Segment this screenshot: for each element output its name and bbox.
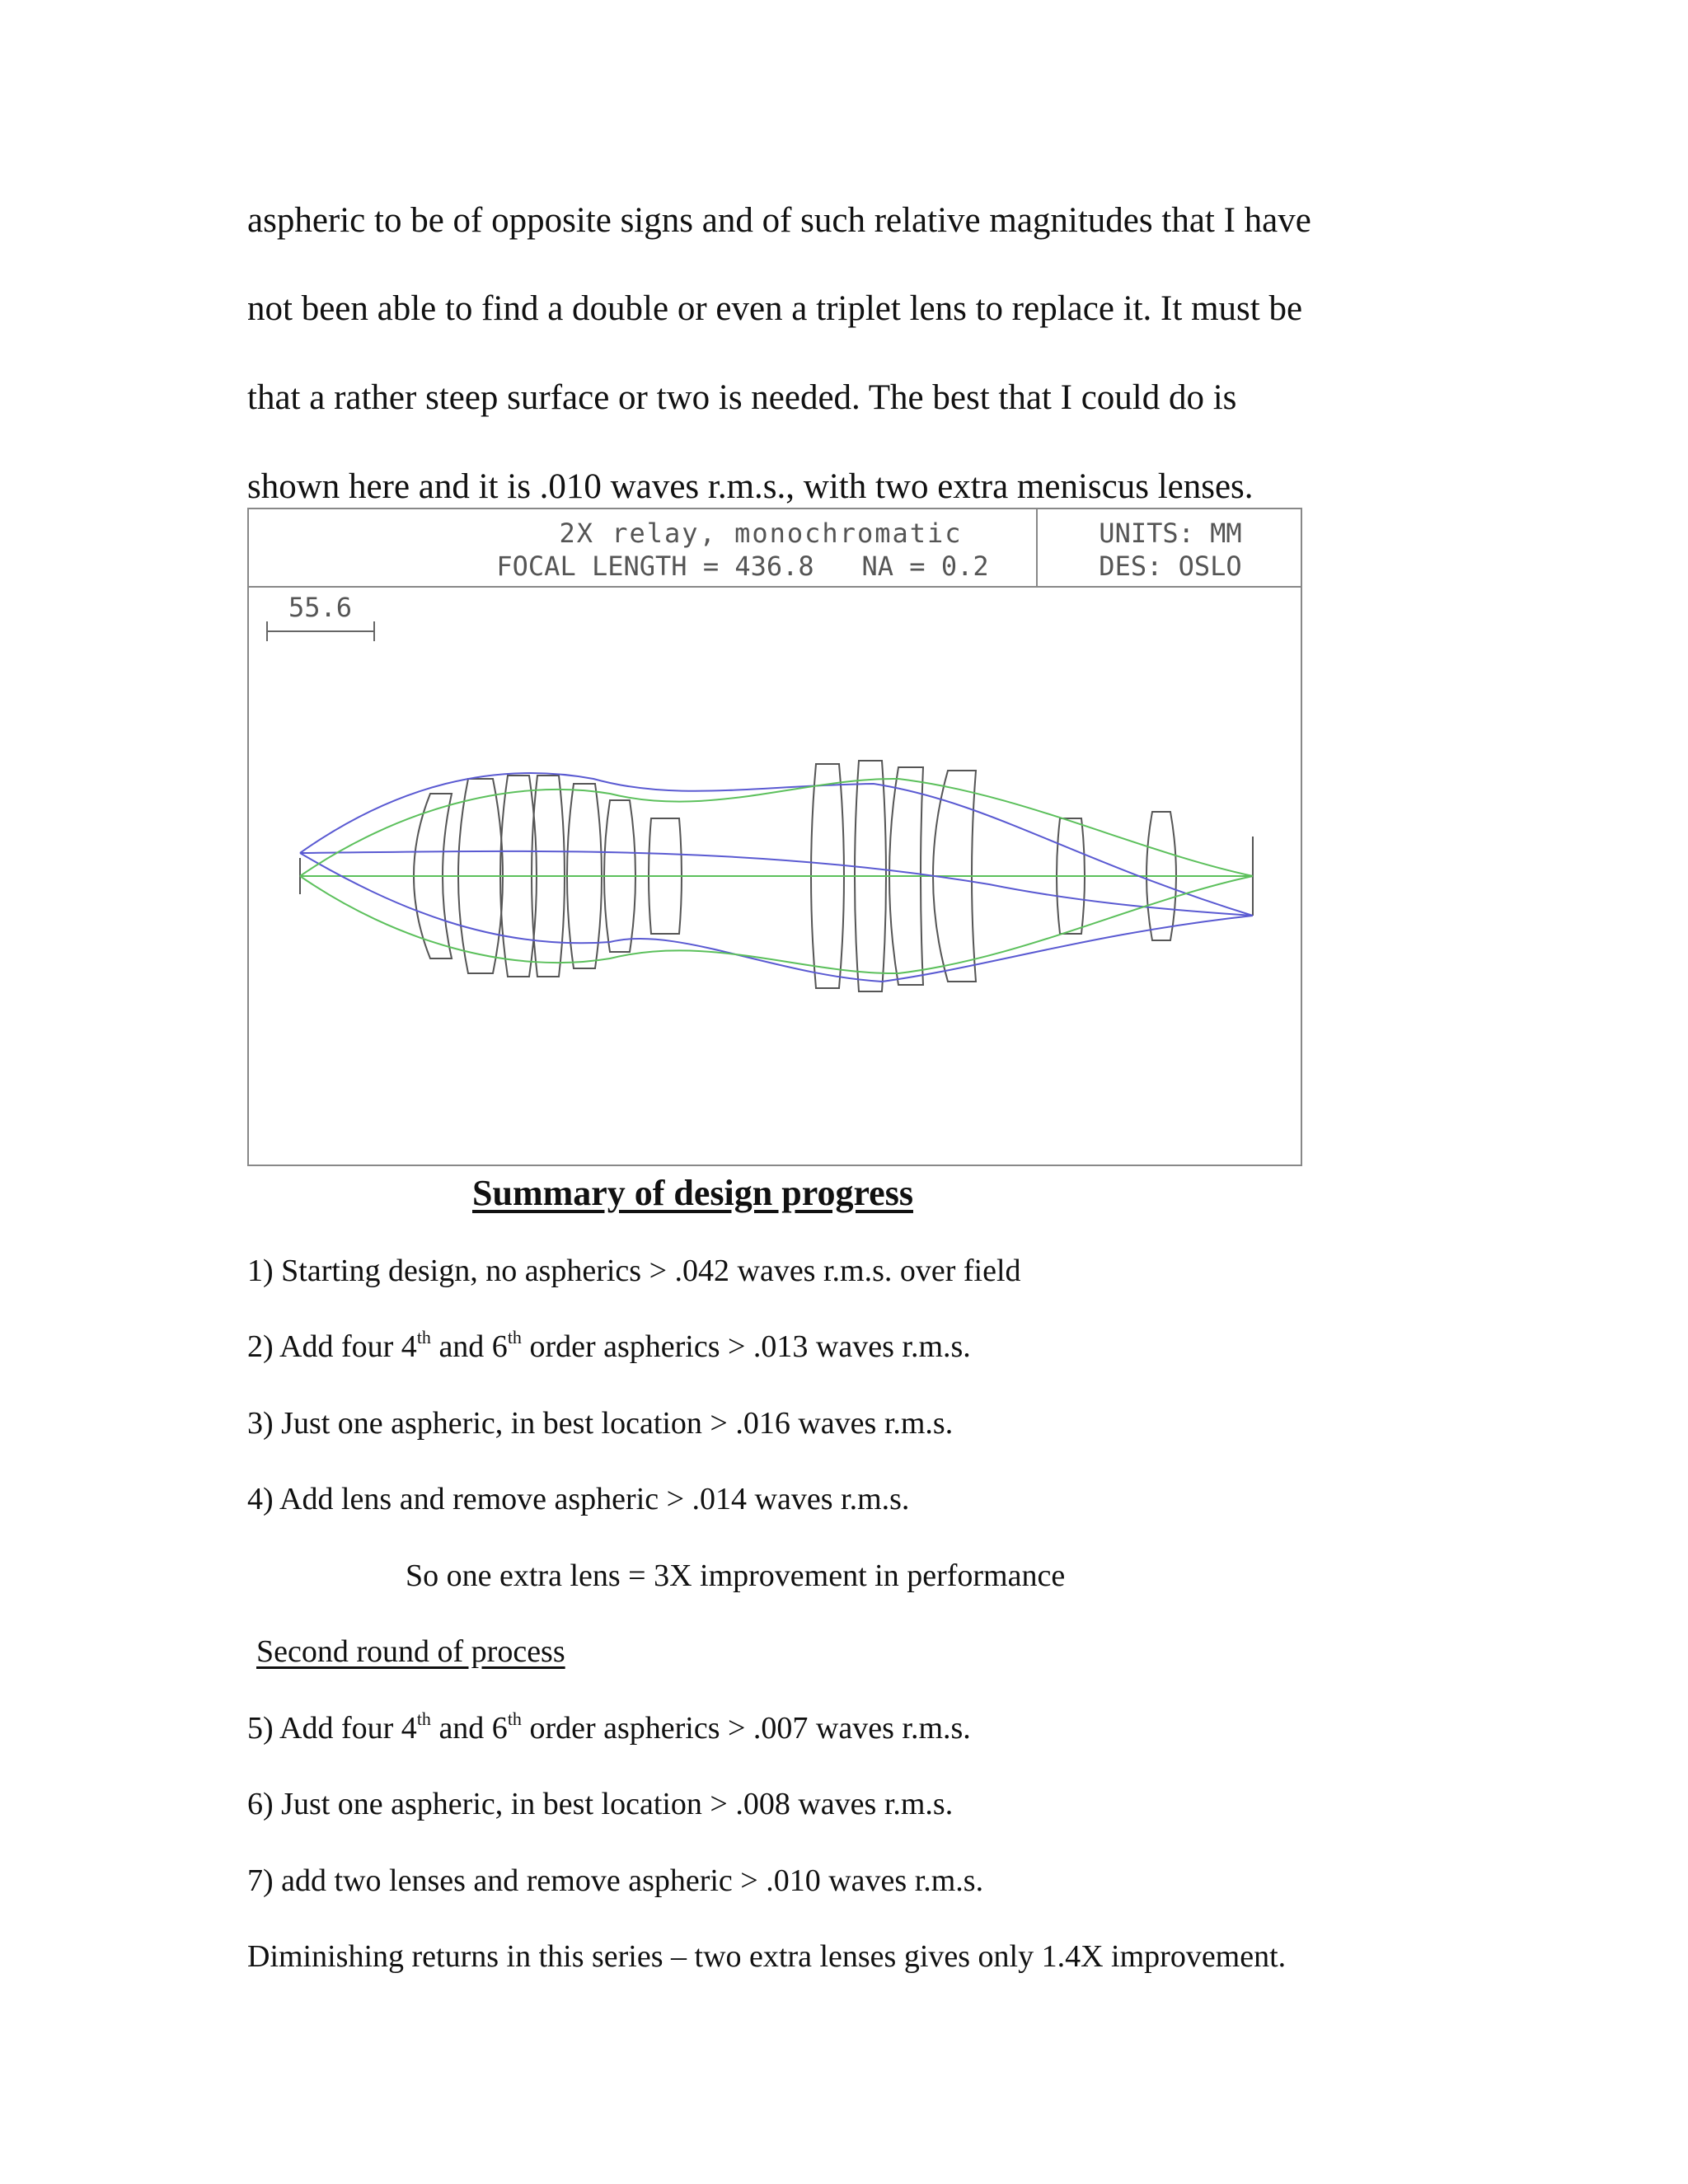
paragraph-line-4: shown here and it is .010 waves r.m.s., with two extra meniscus lenses.	[247, 467, 1254, 506]
lens-layout-figure	[247, 508, 1302, 1167]
figure-title-line1: 2X relay, monochromatic	[559, 518, 963, 549]
lens-drawing	[247, 508, 1302, 1167]
figure-units: UNITS: MM	[1099, 518, 1242, 549]
figure-title-line2: FOCAL LENGTH = 436.8 NA = 0.2	[496, 551, 989, 582]
summary-item-3: 3) Just one aspheric, in best location > .016 waves r.m.s.	[247, 1406, 954, 1441]
summary-item-4: 4) Add lens and remove aspheric > .014 waves r.m.s.	[247, 1482, 910, 1516]
summary-conclusion: So one extra lens = 3X improvement in performance	[406, 1558, 1066, 1593]
scale-bar	[267, 621, 374, 641]
summary-item-2: 2) Add four 4th and 6th order aspherics > .013 waves r.m.s.	[247, 1327, 971, 1364]
summary-item-6: 6) Just one aspheric, in best location > .008 waves r.m.s.	[247, 1787, 954, 1821]
summary-item-5: 5) Add four 4th and 6th order aspherics > .007 waves r.m.s.	[247, 1708, 971, 1746]
summary-item-1: 1) Starting design, no aspherics > .042 waves r.m.s. over field	[247, 1254, 1021, 1288]
summary-heading: Summary of design progress	[472, 1173, 913, 1213]
paragraph-line-2: not been able to find a double or even a triplet lens to replace it. It must be	[247, 289, 1303, 328]
scale-value: 55.6	[288, 592, 353, 623]
paragraph-line-3: that a rather steep surface or two is needed. The best that I could do is	[247, 378, 1237, 417]
second-round-heading: Second round of process	[256, 1634, 565, 1669]
paragraph-line-1: aspheric to be of opposite signs and of such relative magnitudes that I have	[247, 201, 1311, 240]
figure-frame	[248, 509, 1301, 1165]
final-note: Diminishing returns in this series – two extra lenses gives only 1.4X improvement.	[247, 1939, 1287, 1974]
figure-designer: DES: OSLO	[1099, 551, 1242, 582]
summary-item-7: 7) add two lenses and remove aspheric > .010 waves r.m.s.	[247, 1863, 984, 1898]
